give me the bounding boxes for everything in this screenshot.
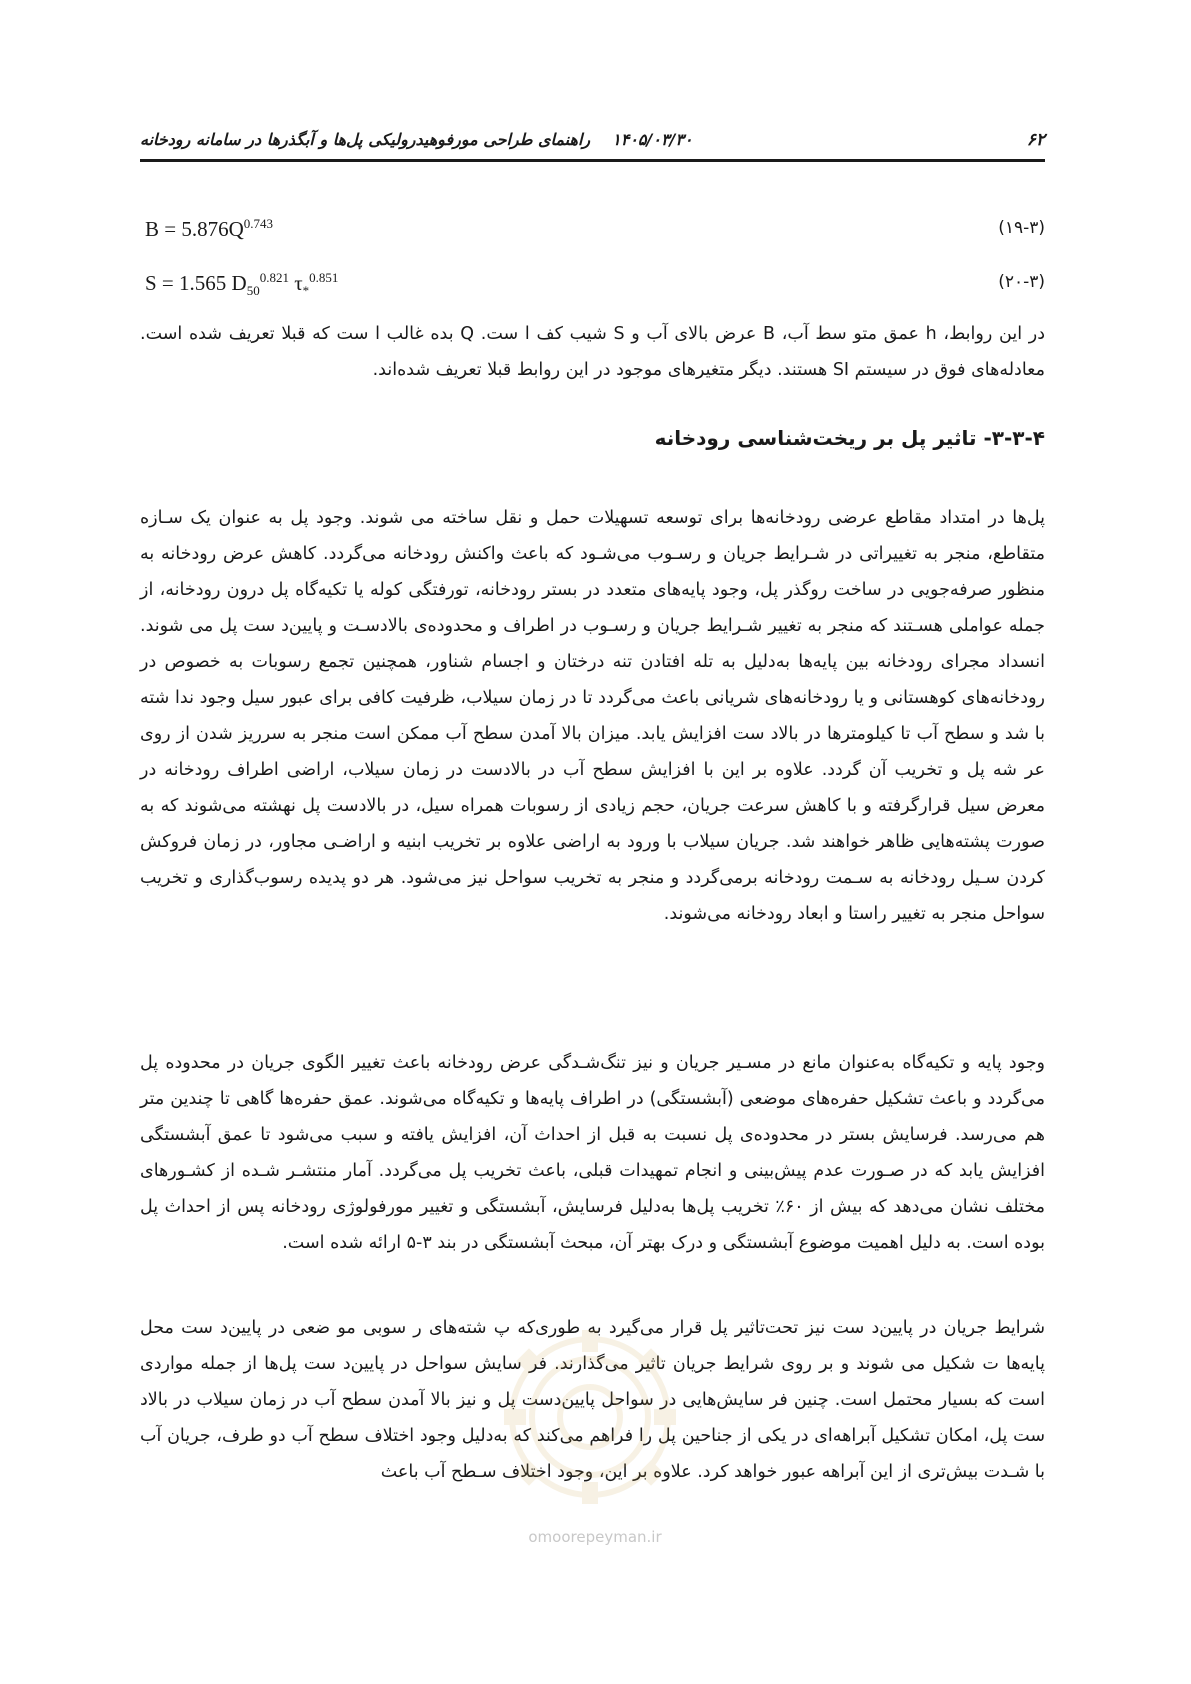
equation-lhs: B = 5.876Q — [145, 217, 244, 241]
equation-exponent: 0.821 — [259, 270, 289, 285]
section-heading: ۳-۳-۴- تاثیر پل بر ریخت‌شناسی رودخانه — [654, 426, 1045, 450]
header-title: راهنمای طراحی مورفوهیدرولیکی پل‌ها و آبگذرها در سامانه رودخانه — [140, 130, 591, 149]
equation-exponent: 0.743 — [243, 216, 274, 231]
equation-number: (۲۰-۳) — [998, 272, 1045, 292]
equation-19 — [145, 216, 1045, 246]
intro-paragraph: در این روابط، h عمق متو سط آب، B عرض بالای آب و S شیب کف ا ست. Q بده غالب ا ست که قبلا تعریف شده است. معادله‌های فوق در سیستم SI هستند. دیگر متغیرهای موجود در این روابط قبلا تعریف شده‌اند. — [140, 324, 1046, 380]
page-number: ۶۲ — [1026, 130, 1045, 150]
equation-tau: τ — [288, 271, 303, 295]
running-title — [140, 130, 693, 149]
watermark-url: omoorepeyman.ir — [528, 1528, 662, 1546]
equation-subscript: 50 — [246, 283, 260, 299]
body-paragraph: وجود پایه و تکیه‌گاه به‌عنوان مانع در مسـیر جریان و نیز تنگ‌شـدگی عرض رودخانه باعث تغییر الگوی جریان در محدوده پل می‌گردد و باعث تشکیل حفره‌های موضعی (آبشستگی) در اطراف پایه‌ها و تکیه‌گاه می‌شوند. عمق حفره‌ها گاهی تا چندین متر هم می‌رسد. فرسایش بستر در محدوده‌ی پل نسبت به قبل از احداث آن، افزایش یافته و سبب می‌شود تا عمق آبشستگی افزایش یابد که در صـورت عدم پیش‌بینی و انجام تمهیدات قبلی، باعث تخریب پل می‌گردد. آمار منتشـر شـده از کشـورهای مختلف نشان می‌دهد که بیش از ۶۰٪ تخریب پل‌ها به‌دلیل فرسایش، آبشستگی و تغییر مورفولوژی رودخانه پس از احداث پل بوده است. به دلیل اهمیت موضوع آبشستگی و درک بهتر آن، مبحث آبشستگی در بند ۳-۵ ارائه شده است. — [140, 1053, 1045, 1253]
equation-lhs: S = 1.565 D — [145, 271, 247, 295]
body-paragraph: شرایط جریان در پایین‌د ست نیز تحت‌تاثیر پل قرار می‌گیرد به طوری‌که پ شته‌های ر سوبی مو ضعی در پایین‌د ست محل پایه‌ها ت شکیل می شوند و بر روی شرایط جریان تاثیر می‌گذارند. فر سایش سواحل در پایین‌د ست پل‌ها از جمله مواردی است که بسیار محتمل است. چنین فر سایش‌هایی در سواحل پایین‌دست پل و نیز بالا آمدن سطح آب در زمان سیلاب در بالاد ست پل، امکان تشکیل آبراهه‌ای در یکی از جناحین پل را فراهم می‌کند که به‌دلیل وجود اختلاف سطح آب دو طرف، جریان آب با شـدت بیش‌تری از این آبراهه عبور خواهد کرد. علاوه بر این، وجود اختلاف سـطح آب باعث — [140, 1318, 1045, 1482]
equation-formula — [145, 270, 338, 299]
equation-number: (۱۹-۳) — [998, 218, 1045, 238]
header-rule — [140, 159, 1045, 162]
equation-20 — [145, 270, 1045, 300]
equation-subscript: * — [302, 283, 310, 299]
body-paragraph: پل‌ها در امتداد مقاطع عرضی رودخانه‌ها برای توسعه تسهیلات حمل و نقل ساخته می شوند. وجود پل به عنوان یک سـازه متقاطع، منجر به تغییراتی در شـرایط جریان و رسـوب می‌شـود که باعث واکنش رودخانه می‌گردد. کاهش عرض رودخانه به منظور صرفه‌جویی در ساخت روگذر پل، وجود پایه‌های متعدد در بستر رودخانه، تورفتگی کوله یا تکیه‌گاه پل درون رودخانه، از جمله عواملی هسـتند که منجر به تغییر شـرایط جریان و رسـوب در اطراف و محدوده‌ی بالادسـت و پایین‌د ست پل می شوند. انسداد مجرای رودخانه بین پایه‌ها به‌دلیل به تله افتادن تنه درختان و اجسام شناور، همچنین تجمع رسوبات به خصوص در رودخانه‌های کوهستانی و یا رودخانه‌های شریانی باعث می‌گردد تا در زمان سیلاب، ظرفیت کافی برای عبور سیل وجود ندا شته با شد و سطح آب تا کیلومترها در بالاد ست افزایش یابد. میزان بالا آمدن سطح آب ممکن است منجر به سرریز شدن از روی عر شه پل و تخریب آن گردد. علاوه بر این با افزایش سطح آب در بالادست در زمان سیلاب، اراضی اطراف رودخانه در معرض سیل قرارگرفته و با کاهش سرعت جریان، حجم زیادی از رسوبات همراه سیل، در بالادست پل نهشته می‌شوند که به صورت پشته‌هایی ظاهر خواهند شد. جریان سیلاب با ورود به اراضی علاوه بر تخریب ابنیه و اراضـی مجاور، در زمان فروکش کردن سـیل رودخانه به سـمت رودخانه برمی‌گردد و منجر به تخریب سواحل نیز می‌شود. هر دو پدیده رسوب‌گذاری و تخریب سواحل منجر به تغییر راستا و ابعاد رودخانه می‌شوند. — [140, 508, 1045, 924]
equation-formula — [145, 216, 273, 242]
header-date: ۱۴۰۵/۰۳/۳۰ — [612, 130, 693, 149]
page-header — [140, 122, 1045, 162]
equation-exponent: 0.851 — [309, 270, 339, 285]
